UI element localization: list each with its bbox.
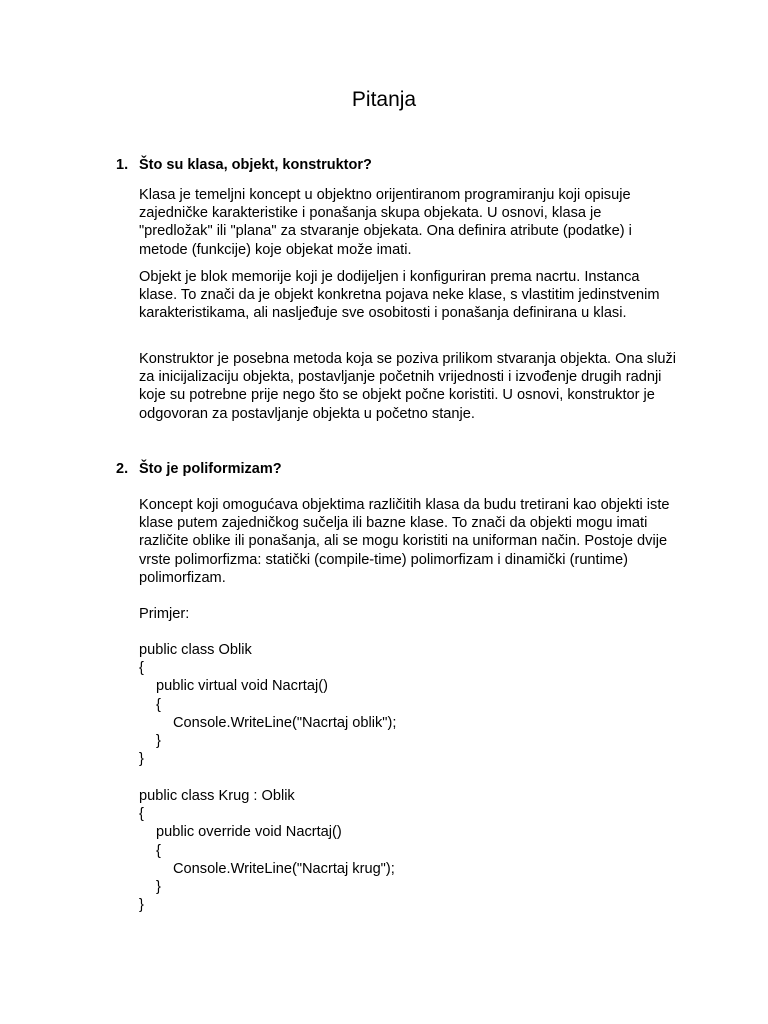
code-line: public class Oblik: [139, 642, 252, 658]
code-line: public override void Nacrtaj(): [156, 824, 342, 841]
question-1-number: 1.: [116, 157, 129, 173]
question-1-heading: Što su klasa, objekt, konstruktor?: [139, 157, 372, 173]
code-line: {: [139, 660, 144, 677]
code-line: }: [156, 878, 161, 895]
code-block-oblik: [139, 641, 679, 768]
code-block-krug: [139, 787, 679, 914]
example-label: Primjer:: [139, 606, 190, 622]
code-line: }: [139, 751, 144, 768]
code-line: public virtual void Nacrtaj(): [156, 678, 328, 695]
code-line: {: [139, 806, 144, 823]
question-1-paragraph-object: Objekt je blok memorije koji je dodijeljen i konfiguriran prema nacrtu. Instanca klase. To znači da je objekt konkretna pojava neke klase, s vlastitim jedinstvenim karakteristikama, ali nasljeđuje sve osobitosti i ponašanja definirana u klasi.: [139, 269, 660, 322]
page-title: Pitanja: [351, 88, 417, 111]
code-line: }: [156, 732, 161, 749]
code-line: Console.WriteLine("Nacrtaj krug");: [173, 860, 395, 877]
question-1-paragraph-class: Klasa je temeljni koncept u objektno orijentiranom programiranju koji opisuje zajedničke karakteristike i ponašanja skupa objekata. U osnovi, klasa je "predložak" ili "plana" za stvaranje objekata. Ona definira atribute (podatke) i metode (funkcije) koje objekat može imati.: [139, 187, 632, 258]
question-1-paragraph-constructor: Konstruktor je posebna metoda koja se poziva prilikom stvaranja objekta. Ona služi za inicijalizaciju objekta, postavljanje početnih vrijednosti i izvođenje drugih radnji koje su potrebne prije nego što se objekt počne koristiti. U osnovi, konstruktor je odgovoran za postavljanje objekta u početno stanje.: [139, 351, 677, 422]
code-line: Console.WriteLine("Nacrtaj oblik");: [173, 714, 397, 731]
code-line: public class Krug : Oblik: [139, 788, 295, 804]
question-2-number: 2.: [116, 461, 129, 477]
code-line: {: [156, 842, 161, 859]
code-line: }: [139, 897, 144, 914]
question-2-paragraph: Koncept koji omogućava objektima različitih klasa da budu tretirani kao objekti iste klase putem zajedničkog sučelja ili bazne klase. To znači da objekti mogu imati različite oblike ili ponašanja, ali se mogu koristiti na uniforman način. Postoje dvije vrste polimorfizma: statički (compile-time) polimorfizam i dinamički (runtime) polimorfizam.: [139, 497, 670, 586]
code-line: {: [156, 696, 161, 713]
question-2-heading: Što je poliformizam?: [139, 461, 282, 477]
